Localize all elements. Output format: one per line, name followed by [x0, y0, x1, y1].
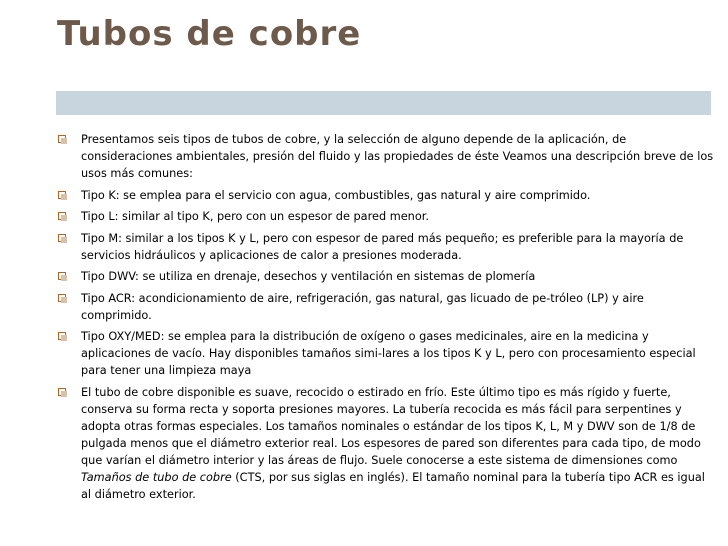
bullet-text: Tipo ACR: acondicionamiento de aire, refrigeración, gas natural, gas licuado de pe-tróleo (LP) y aire comprimido.: [81, 291, 644, 322]
bullet-text: Tipo K: se emplea para el servicio con agua, combustibles, gas natural y aire comprimido.: [81, 188, 591, 202]
bullet-text-part1: El tubo de cobre disponible es suave, recocido o estirado en frío. Este último tipo es más rígido y fuerte, conserva su forma recta y soporta presiones mayores. La tubería recocida es más fácil para serpentines y adopta otras formas especiales. Los tamaños nominales o estándar de los tipos K, L, M y DWV son de 1/8 de pulgada menos que el diámetro exterior real. Los espesores de pared son diferentes para cada tipo, de modo que varían el diámetro interior y las áreas de flujo. Suele conocerse a este sistema de dimensiones como: [81, 385, 701, 467]
bullet-item: [56, 384, 716, 503]
bullet-text: Tipo M: similar a los tipos K y L, pero con espesor de pared más pequeño; es preferible para la mayoría de servicios hidráulicos y aplicaciones de calor a presiones moderada.: [81, 231, 684, 262]
bullet-text: Presentamos seis tipos de tubos de cobre, y la selección de alguno depende de la aplicación, de consideraciones ambientales, presión del fluido y las propiedades de éste Veamos una descripción breve de los usos más comunes:: [81, 133, 714, 180]
bullet-item: [56, 290, 716, 324]
bullet-text-part2: (CTS, por sus siglas en inglés). El tamaño nominal para la tubería tipo ACR es igual al diámetro exterior.: [81, 470, 705, 501]
bullet-item: [56, 208, 716, 225]
square-bullet-icon: [58, 135, 66, 143]
square-bullet-icon: [58, 272, 66, 280]
square-bullet-icon: [58, 212, 66, 220]
bullet-item: [56, 187, 716, 204]
bullet-item: [56, 328, 716, 379]
bullet-item: [56, 230, 716, 264]
bullet-list: [56, 131, 716, 507]
bullet-item: [56, 131, 716, 182]
square-bullet-icon: [58, 191, 66, 199]
square-bullet-icon: [58, 388, 66, 396]
slide-title: Tubos de cobre: [57, 14, 362, 54]
bullet-text-emphasis: Tamaños de tubo de cobre: [81, 470, 232, 484]
square-bullet-icon: [58, 234, 66, 242]
square-bullet-icon: [58, 294, 66, 302]
bullet-text: Tipo L: similar al tipo K, pero con un espesor de pared menor.: [81, 210, 429, 223]
bullet-text: Tipo DWV: se utiliza en drenaje, desechos y ventilación en sistemas de plomería: [81, 270, 536, 283]
square-bullet-icon: [58, 332, 66, 340]
bullet-text: Tipo OXY/MED: se emplea para la distribución de oxígeno o gases medicinales, aire en la medicina y aplicaciones de vacío. Hay disponibles tamaños simi-lares a los tipos K y L, pero con procesamiento especial para tener una limpieza maya: [81, 330, 696, 377]
bullet-item: [56, 268, 716, 285]
title-divider-band: [56, 91, 711, 115]
